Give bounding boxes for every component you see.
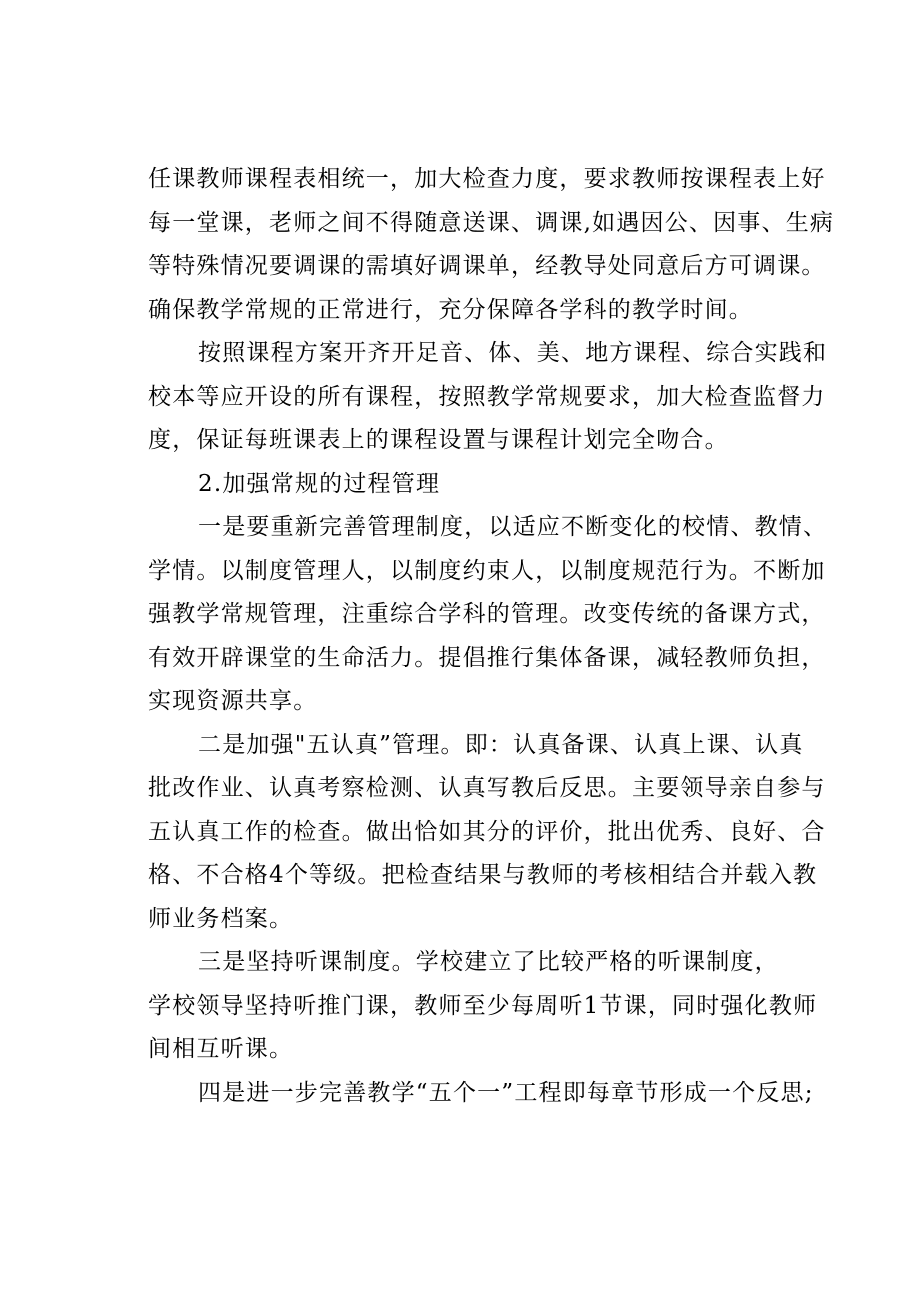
paragraph-start-line: 四是进一步完善教学“五个一”工程即每章节形成一个反思;	[198, 1079, 814, 1106]
text-line: 度，保证每班课表上的课程设置与课程计划完全吻合。	[148, 427, 729, 453]
text-line: 学校领导坚持听推门课，教师至少每周听1节课，同时强化教师	[148, 992, 818, 1019]
document-body	[148, 158, 835, 1115]
paragraph-start-line: 二是加强"五认真”管理。即：认真备课、认真上课、认真	[198, 731, 804, 758]
text-line: 间相互听课。	[148, 1036, 294, 1062]
text-line: 每一堂课，老师之间不得随意送课、调课,如遇因公、因事、生病	[148, 209, 835, 236]
text-line: 强教学常规管理，注重综合学科的管理。改变传统的备课方式，	[148, 601, 826, 627]
text-line: 五认真工作的检查。做出恰如其分的评价，批出优秀、良好、合	[148, 818, 826, 845]
text-line: 实现资源共享。	[148, 688, 318, 714]
text-line: 等特殊情况要调课的需填好调课单，经教导处同意后方可调课。	[148, 253, 826, 279]
text-line: 校本等应开设的所有课程，按照教学常规要求，加大检查监督力	[148, 383, 826, 410]
section-heading: 2.加强常规的过程管理	[198, 470, 441, 497]
text-line: 任课教师课程表相统一，加大检查力度，要求教师按课程表上好	[148, 166, 826, 192]
paragraph-start-line: 按照课程方案开齐开足音、体、美、地方课程、综合实践和	[198, 340, 828, 366]
text-line: 学情。以制度管理人，以制度约束人，以制度规范行为。不断加	[148, 557, 826, 584]
text-line: 确保教学常规的正常进行，充分保障各学科的教学时间。	[148, 296, 753, 323]
text-line: 师业务档案。	[148, 905, 294, 932]
paragraph-start-line: 三是坚持听课制度。学校建立了比较严格的听课制度，	[198, 949, 779, 975]
paragraph-start-line: 一是要重新完善管理制度，以适应不断变化的校情、教情、	[198, 514, 828, 540]
text-line: 批改作业、认真考察检测、认真写教后反思。主要领导亲自参与	[148, 775, 826, 801]
text-line: 有效开辟课堂的生命活力。提倡推行集体备课，减轻教师负担，	[148, 644, 826, 671]
text-line: 格、不合格4个等级。把检查结果与教师的考核相结合并载入教	[148, 862, 818, 888]
